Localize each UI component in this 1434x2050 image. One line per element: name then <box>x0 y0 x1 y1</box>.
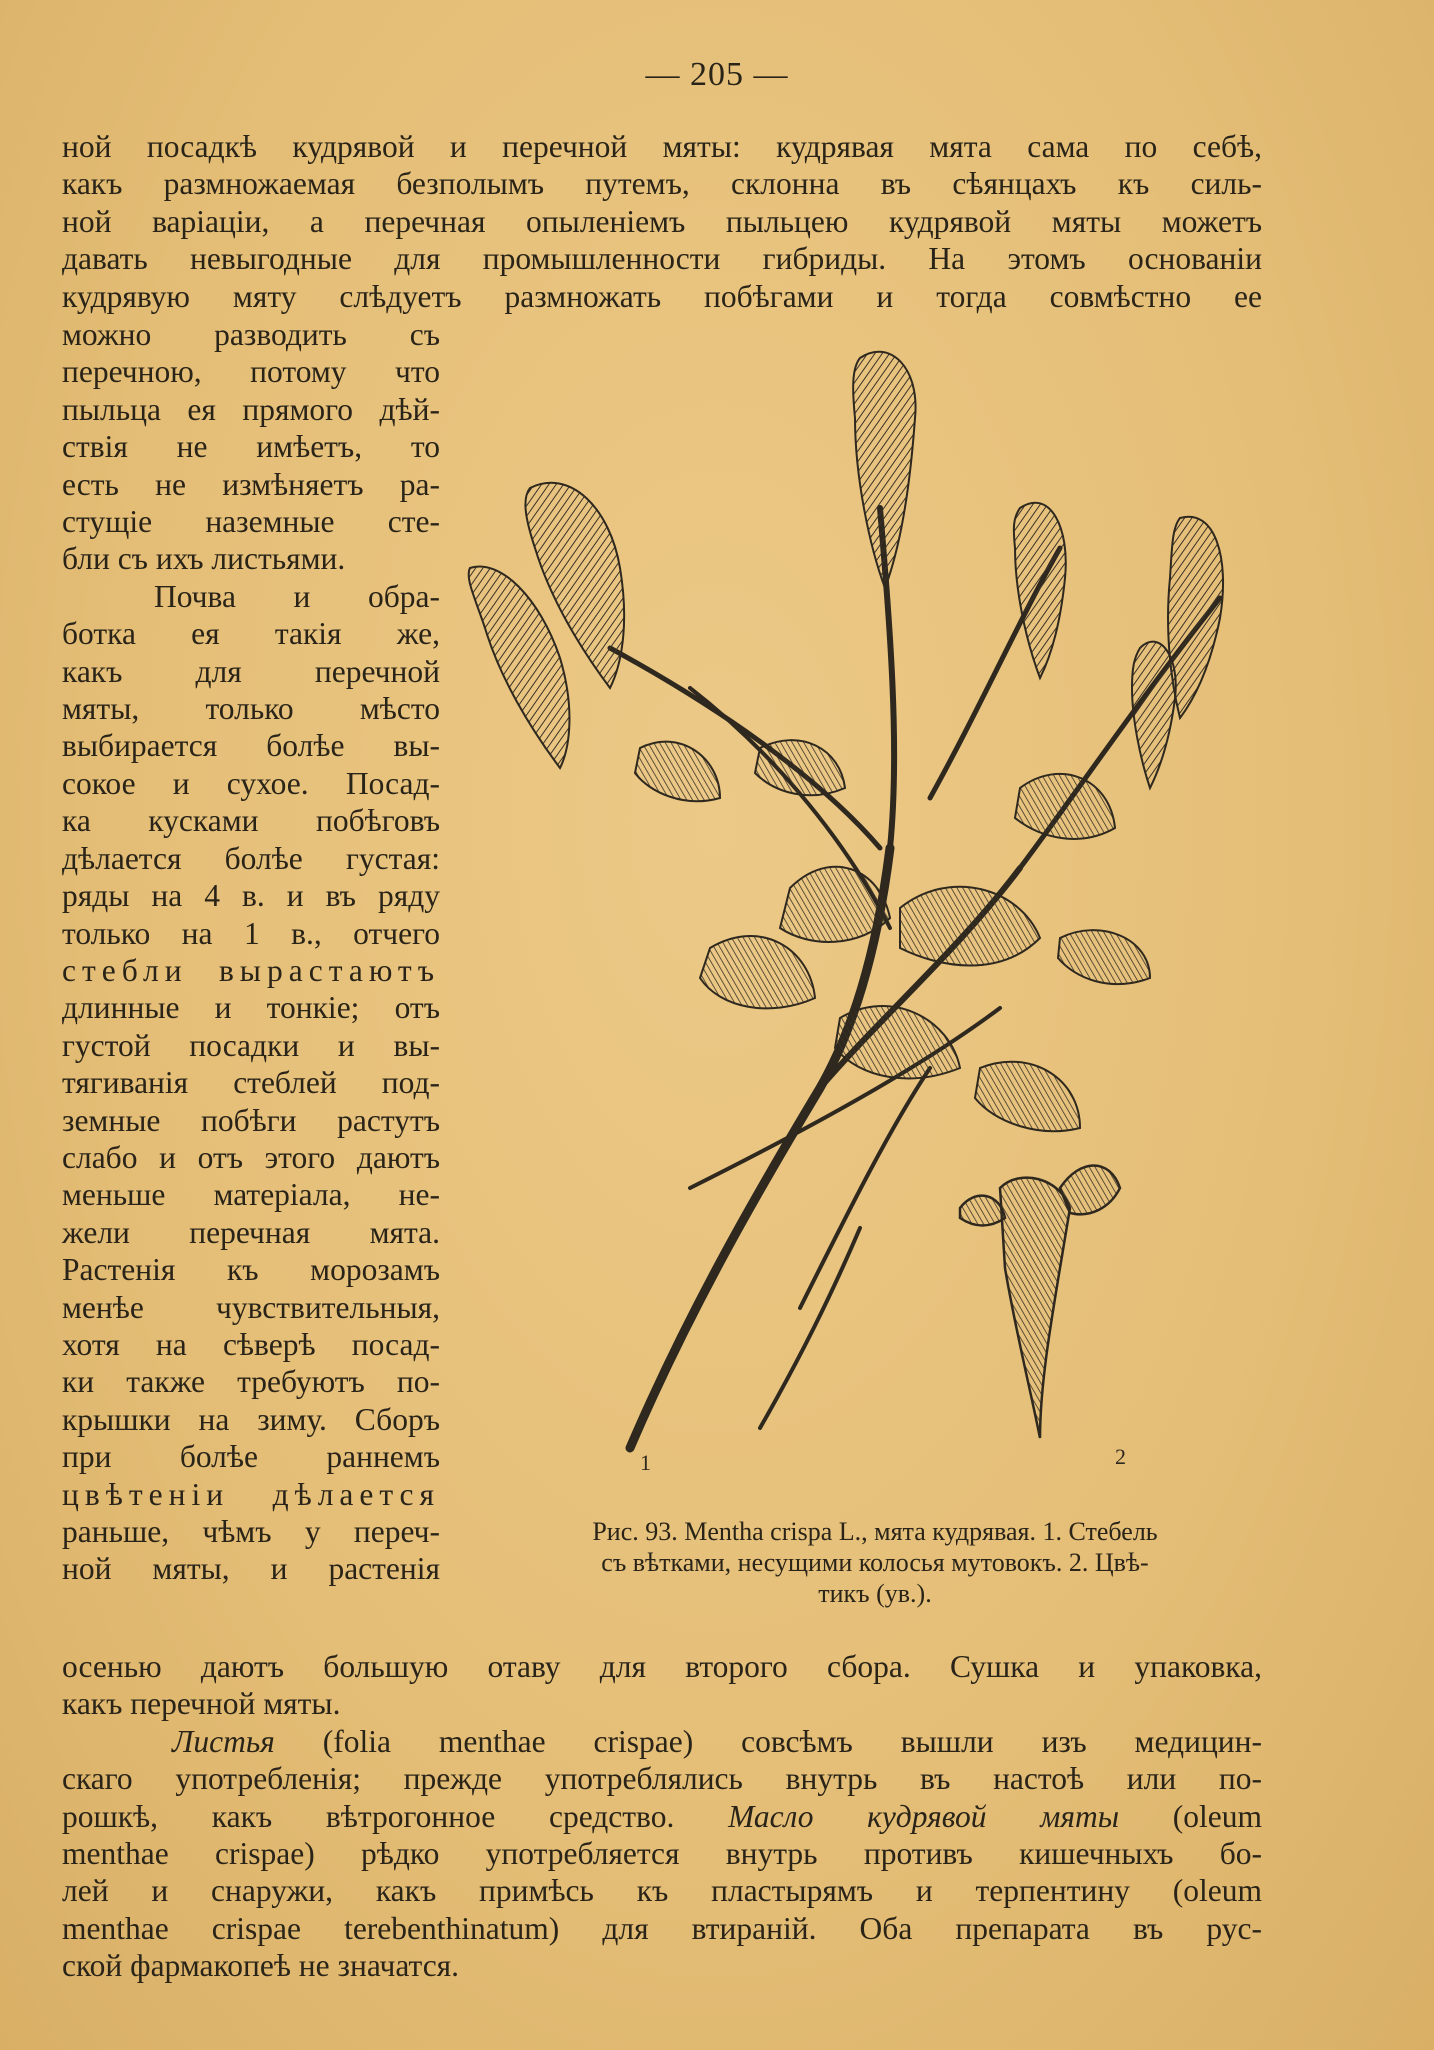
text-line: можно разводить съ <box>62 317 440 352</box>
term-leaves: Листья <box>172 1723 275 1759</box>
text-line: сокое и сухое. Посад- <box>62 765 440 801</box>
text-line: ка кусками побѣговъ <box>62 803 440 839</box>
caption-line: тикъ (ув.). <box>818 1579 932 1608</box>
text-line: цвѣтеніи дѣлается <box>62 1476 440 1512</box>
text-line: лей и снаружи, какъ примѣсь къ пластырямъ и терпентину (oleum <box>62 1873 1262 1909</box>
text-line: жели перечная мята. <box>62 1214 440 1250</box>
text-line: перечною, потому что <box>62 354 440 390</box>
figure-label-2: 2 <box>1115 1444 1126 1469</box>
text-line <box>62 1798 1262 1835</box>
text-segment: (oleum <box>1119 1798 1263 1834</box>
text-line: стебли вырастаютъ <box>62 952 440 988</box>
text-line: какъ размножаемая безполымъ путемъ, склонна въ сѣянцахъ къ силь- <box>62 166 1262 202</box>
text-line: ки также требуютъ по- <box>62 1364 440 1400</box>
text-line: есть не измѣняетъ ра- <box>62 466 440 502</box>
bottom-paragraphs <box>62 1648 1262 1985</box>
figure-label-1: 1 <box>640 1450 651 1475</box>
text-line: хотя на сѣверѣ посад- <box>62 1326 440 1362</box>
text-line <box>62 1723 1262 1760</box>
text-line: меньше матеріала, не- <box>62 1177 440 1213</box>
caption-line: съ вѣтками, несущими колосья мутовокъ. 2. Цвѣ- <box>601 1548 1149 1577</box>
text-line: только на 1 в., отчего <box>62 915 440 951</box>
text-line: какъ для перечной <box>62 653 440 689</box>
text-line: ной посадкѣ кудрявой и перечной мяты: кудрявая мята сама по себѣ, <box>62 129 1262 164</box>
text-line: кудрявую мяту слѣдуетъ размножать побѣгами и тогда совмѣстно ее <box>62 278 1262 314</box>
text-line: менѣе чувствительныя, <box>62 1289 440 1325</box>
text-line: тягиванія стеблей под- <box>62 1065 440 1101</box>
text-line: скаго употребленія; прежде употреблялись внутрь въ настоѣ или по- <box>62 1761 1262 1797</box>
text-line: давать невыгодные для промышленности гибриды. На этомъ основаніи <box>62 241 1262 277</box>
text-line: ботка ея такія же, <box>62 616 440 652</box>
text-line: выбирается болѣе вы- <box>62 728 440 764</box>
text-line: длинные и тонкіе; отъ <box>62 990 440 1026</box>
text-line: ской фармакопеѣ не значатся. <box>62 1948 460 1984</box>
caption-line: Рис. 93. Mentha crispa L., мята кудрявая. 1. Стебель <box>592 1517 1158 1546</box>
text-line: бли съ ихъ листьями. <box>62 541 346 577</box>
text-line: menthae crispae) рѣдко употребляется внутрь противъ кишечныхъ бо- <box>62 1836 1262 1872</box>
text-line: ной мяты, и растенія <box>62 1551 440 1587</box>
text-segment: рошкѣ, какъ вѣтрогонное средство. <box>62 1798 729 1834</box>
text-line: ствія не имѣетъ, то <box>62 429 440 465</box>
mint-engraving <box>460 328 1280 1498</box>
figure-caption <box>480 1516 1270 1609</box>
text-line: густой посадки и вы- <box>62 1027 440 1063</box>
text-line: крышки на зиму. Сборъ <box>62 1401 440 1437</box>
text-line: при болѣе раннемъ <box>62 1439 440 1475</box>
page-number: — 205 — <box>645 56 789 93</box>
text-line: какъ перечной мяты. <box>62 1686 341 1722</box>
text-line: стущіе наземные сте- <box>62 504 440 540</box>
mint-illustration <box>460 328 1280 1498</box>
top-paragraph <box>62 128 1262 315</box>
text-line: мяты, только мѣсто <box>62 691 440 727</box>
text-line: menthae crispae terebenthinatum) для втираній. Оба препарата въ рус- <box>62 1910 1262 1946</box>
text-line: Почва и обра- <box>154 578 440 614</box>
text-line: земные побѣги растутъ <box>62 1102 440 1138</box>
text-line: раньше, чѣмъ у переч- <box>62 1514 440 1549</box>
left-column-text <box>62 316 440 1588</box>
text-line: слабо и отъ этого даютъ <box>62 1139 440 1175</box>
text-line: Растенія къ морозамъ <box>62 1252 440 1288</box>
text-line: ряды на 4 в. и въ ряду <box>62 878 440 914</box>
text-line: осенью даютъ большую отаву для второго сбора. Сушка и упаковка, <box>62 1649 1262 1684</box>
text-line: пыльца ея прямого дѣй- <box>62 391 440 427</box>
text-segment: (folia menthae crispae) совсѣмъ вышли изъ медицин- <box>274 1723 1262 1759</box>
text-line: дѣлается болѣе густая: <box>62 840 440 876</box>
term-oil: Масло кудрявой мяты <box>728 1798 1120 1834</box>
text-line: ной варіаціи, а перечная опыленіемъ пыльцею кудрявой мяты можетъ <box>62 203 1262 239</box>
